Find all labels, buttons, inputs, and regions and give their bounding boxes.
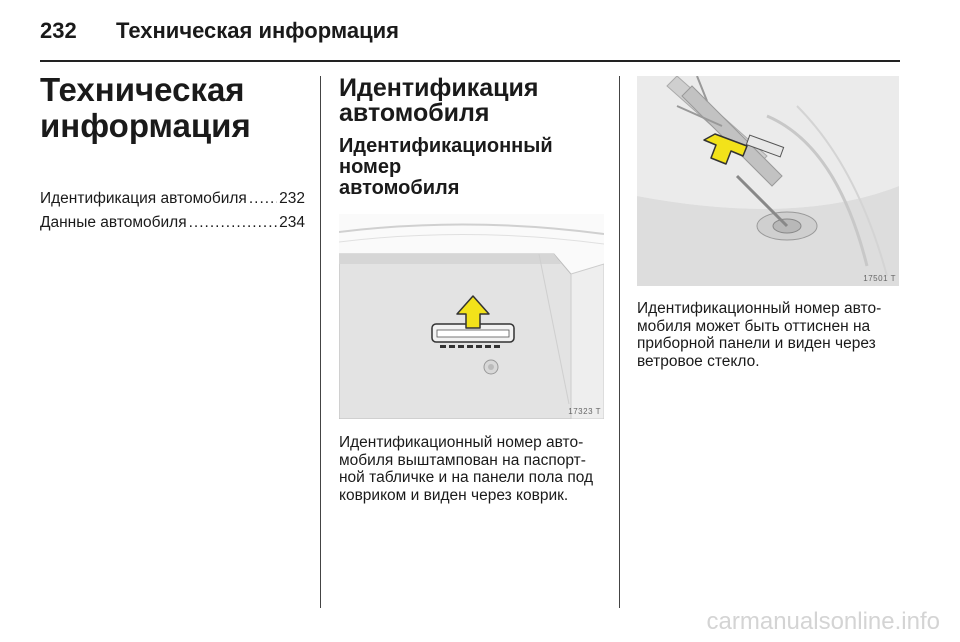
page-number: 232 (40, 18, 77, 43)
toc-entry-vehicle-identification[interactable] (40, 190, 305, 214)
chapter-title (40, 72, 305, 144)
caption-line: мобиля выштампован на паспорт- (339, 451, 586, 469)
toc-entry-label: Идентификация автомобиля (40, 190, 247, 207)
column-divider-right (619, 76, 620, 608)
section-title-line-1: Идентификация (339, 74, 539, 102)
caption-line: ветровое стекло. (637, 352, 760, 370)
toc-entry-label: Данные автомобиля (40, 214, 187, 231)
chapter-title-line-1: Техническая (40, 71, 245, 108)
toc-leader-dots (249, 190, 277, 208)
chapter-title-line-2: информация (40, 107, 251, 144)
caption-line: Идентификационный номер авто- (339, 434, 584, 451)
figure-code: 17323 T (568, 407, 601, 416)
toc-entry-page: 232 (279, 190, 305, 207)
section-title (339, 76, 604, 126)
subsection-title (339, 136, 604, 199)
caption-line: ной табличке и на панели пола под (339, 469, 594, 486)
page-header (40, 14, 900, 52)
section-column (339, 76, 604, 504)
caption-line: мобиля может быть оттиснен на (637, 317, 871, 335)
figure-code: 17501 T (863, 274, 896, 283)
column-divider-left (320, 76, 321, 608)
windshield-column (637, 76, 899, 370)
caption-line: приборной панели и виден через (637, 335, 876, 352)
vin-floor-plate-illustration (339, 214, 604, 419)
subsection-title-line-1: Идентификационный номер (339, 135, 553, 178)
figure-2-caption (637, 300, 899, 370)
section-title-line-2: автомобиля (339, 99, 490, 127)
table-of-contents (40, 190, 305, 238)
toc-entry-vehicle-data[interactable] (40, 214, 305, 238)
vin-windshield-illustration (637, 76, 899, 286)
caption-line: Идентификационный номер авто- (637, 300, 882, 317)
running-title: Техническая информация (116, 18, 399, 43)
dashboard-drawing (637, 76, 899, 286)
chapter-column (40, 72, 305, 238)
header-rule (40, 60, 900, 62)
toc-entry-page: 234 (279, 214, 305, 231)
watermark: carmanualsonline.info (706, 608, 940, 635)
toc-leader-dots (189, 214, 278, 232)
stamped-digits (440, 345, 500, 348)
caption-line: ковриком и виден через коврик. (339, 486, 569, 504)
figure-1-caption (339, 434, 604, 504)
subsection-title-line-2: автомобиля (339, 177, 460, 199)
floor-panel-drawing (339, 214, 604, 419)
